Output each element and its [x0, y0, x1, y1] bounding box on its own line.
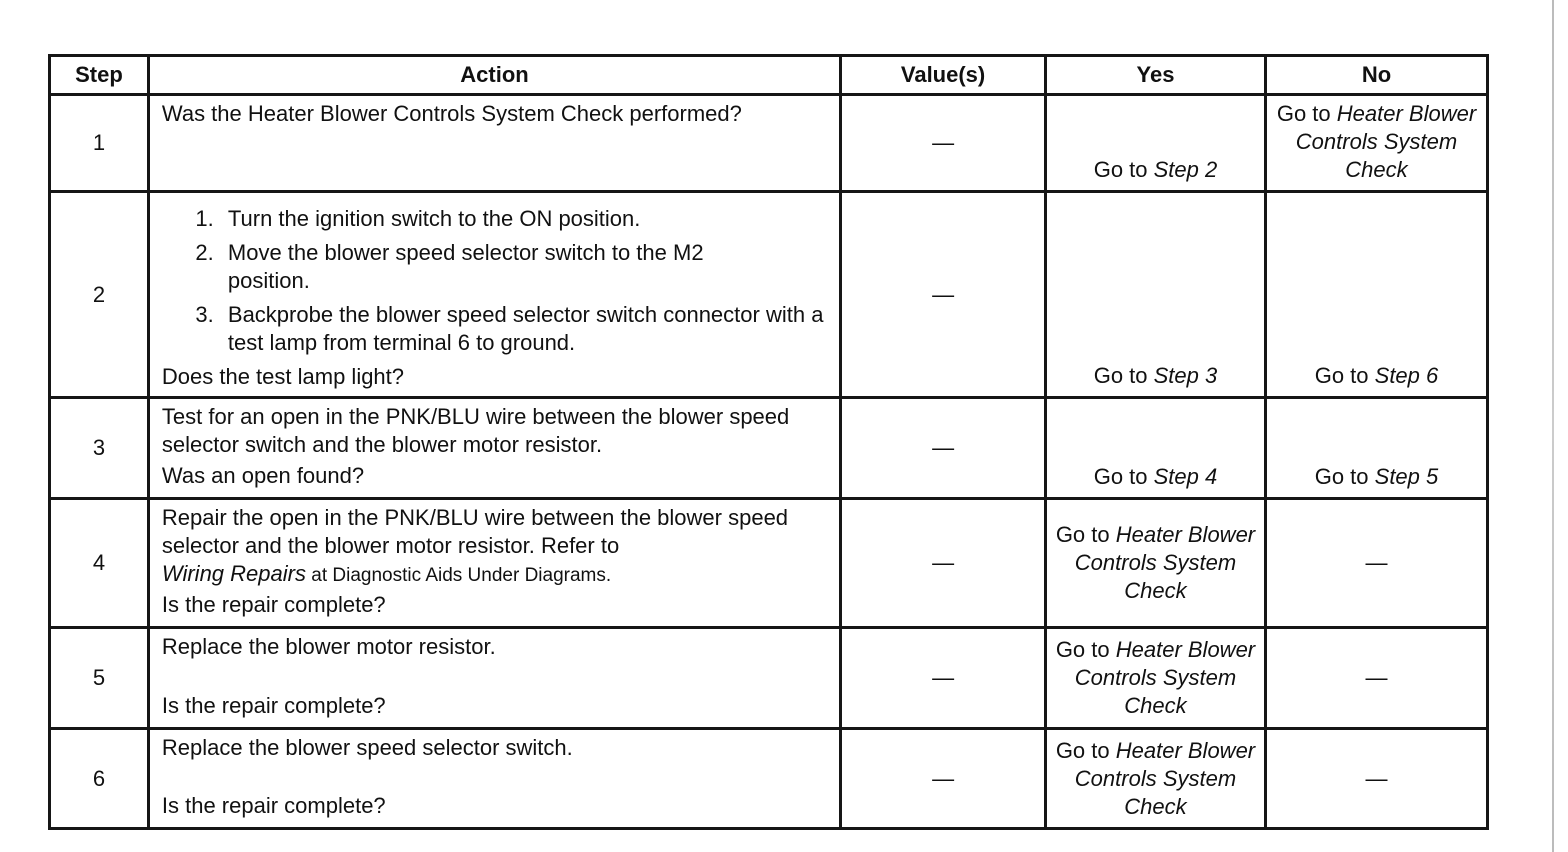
action-question: Is the repair complete? — [161, 693, 386, 718]
no-cell[interactable] — [1265, 192, 1487, 398]
action-cell — [148, 499, 840, 628]
action-cell — [148, 95, 840, 192]
yes-prefix: Go to — [1055, 637, 1116, 662]
diagnostic-table — [48, 54, 1489, 830]
scan-edge-line — [1552, 0, 1554, 852]
value-cell: — — [841, 398, 1046, 499]
action-ref-tail: at Diagnostic Aids Under Diagrams. — [305, 565, 612, 586]
table-row — [50, 499, 1488, 628]
value-cell: — — [841, 729, 1046, 829]
value-cell: — — [841, 192, 1046, 398]
yes-link[interactable]: Step 3 — [1153, 363, 1218, 388]
table-row — [50, 729, 1488, 829]
step-number: 4 — [50, 499, 149, 628]
table-row — [50, 192, 1488, 398]
no-cell[interactable] — [1265, 398, 1487, 499]
step-number: 6 — [50, 729, 149, 829]
action-text: Replace the blower motor resistor. — [161, 634, 496, 659]
header-values: Value(s) — [841, 56, 1046, 95]
yes-link[interactable]: Heater Blower Controls System Check — [1074, 637, 1256, 718]
yes-cell[interactable] — [1045, 628, 1265, 729]
table-row — [50, 628, 1488, 729]
yes-cell[interactable] — [1045, 398, 1265, 499]
no-cell[interactable] — [1265, 95, 1487, 192]
header-step: Step — [50, 56, 149, 95]
no-prefix: Go to — [1314, 363, 1375, 388]
step-number: 1 — [50, 95, 149, 192]
step-number: 2 — [50, 192, 149, 398]
no-prefix: Go to — [1276, 101, 1337, 126]
no-cell: — — [1265, 628, 1487, 729]
action-cell — [148, 729, 840, 829]
yes-prefix: Go to — [1093, 157, 1154, 182]
no-link[interactable]: Heater Blower Controls System Check — [1295, 101, 1477, 182]
no-link[interactable]: Step 6 — [1374, 363, 1439, 388]
header-yes: Yes — [1045, 56, 1265, 95]
table-row — [50, 95, 1488, 192]
action-cell — [148, 192, 840, 398]
action-question: Is the repair complete? — [161, 793, 386, 818]
action-question: Was an open found? — [161, 463, 365, 488]
step-number: 5 — [50, 628, 149, 729]
header-action: Action — [148, 56, 840, 95]
no-cell: — — [1265, 729, 1487, 829]
action-question: Does the test lamp light? — [161, 364, 405, 389]
action-text: Was the Heater Blower Controls System Check performed? — [161, 101, 742, 126]
yes-link[interactable]: Heater Blower Controls System Check — [1074, 522, 1256, 603]
table-row — [50, 398, 1488, 499]
list-item: 1. Turn the ignition switch to the ON position. — [220, 205, 829, 233]
action-cell — [148, 628, 840, 729]
step-number: 3 — [50, 398, 149, 499]
list-item: 3. Backprobe the blower speed selector switch connector with a test lamp from terminal 6 to ground. — [220, 301, 829, 357]
yes-prefix: Go to — [1055, 737, 1116, 763]
yes-cell[interactable] — [1045, 192, 1265, 398]
yes-prefix: Go to — [1093, 363, 1154, 388]
yes-link[interactable]: Heater Blower Controls System Check — [1074, 737, 1256, 819]
yes-link[interactable]: Step 4 — [1153, 464, 1218, 489]
value-cell: — — [841, 95, 1046, 192]
action-text: Repair the open in the PNK/BLU wire between the blower speed selector and the blower motor resistor. Refer to — [161, 505, 789, 558]
no-prefix: Go to — [1314, 464, 1375, 489]
yes-link[interactable]: Step 2 — [1153, 157, 1218, 182]
header-no: No — [1265, 56, 1487, 95]
action-text: Replace the blower speed selector switch. — [161, 735, 573, 760]
wiring-repairs-ref[interactable]: Wiring Repairs — [161, 561, 306, 586]
value-cell: — — [841, 499, 1046, 628]
header-row — [50, 56, 1488, 95]
action-text: Test for an open in the PNK/BLU wire between the blower speed selector switch and the blower motor resistor. — [161, 404, 790, 457]
action-question: Is the repair complete? — [161, 592, 386, 617]
yes-cell[interactable] — [1045, 95, 1265, 192]
yes-prefix: Go to — [1055, 522, 1116, 547]
yes-cell[interactable] — [1045, 729, 1265, 829]
value-cell: — — [841, 628, 1046, 729]
action-cell — [148, 398, 840, 499]
action-steps-list — [162, 205, 829, 357]
yes-cell[interactable] — [1045, 499, 1265, 628]
yes-prefix: Go to — [1093, 464, 1154, 489]
no-cell: — — [1265, 499, 1487, 628]
no-link[interactable]: Step 5 — [1374, 464, 1439, 489]
list-item: 2. Move the blower speed selector switch to the M2 position. — [220, 239, 829, 295]
